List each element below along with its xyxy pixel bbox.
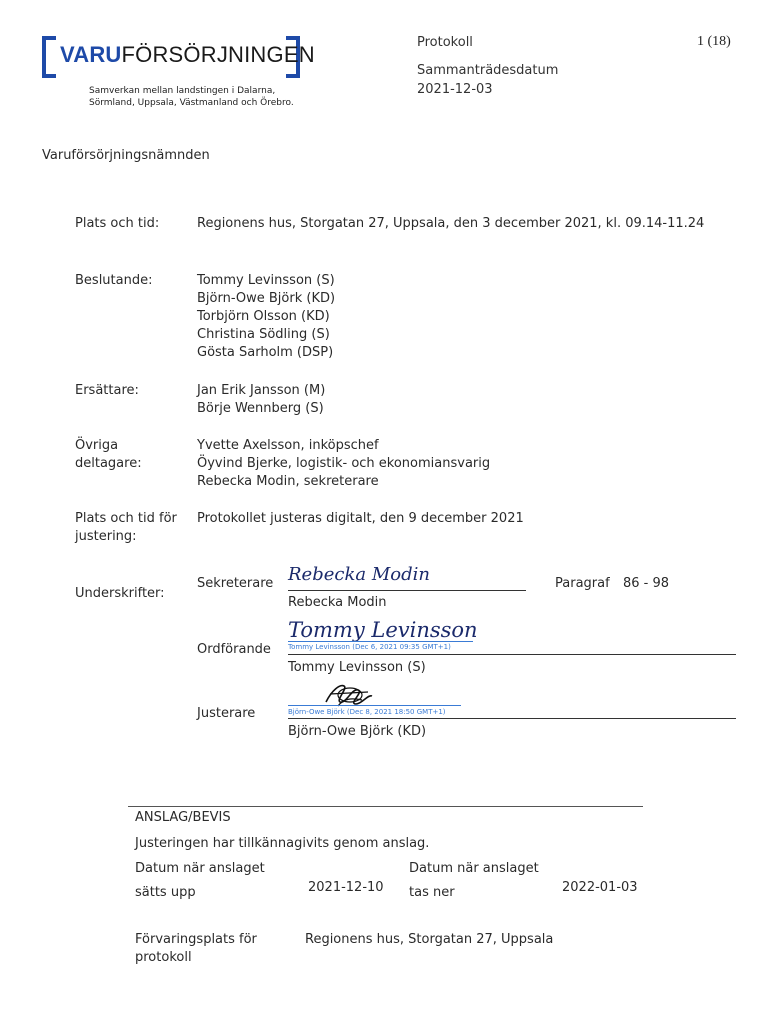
chair-signature-line [288, 654, 736, 655]
notice-divider [128, 806, 643, 807]
chair-signature: Tommy Levinsson [288, 618, 478, 642]
adjuster-name: Björn-Owe Björk (KD) [288, 724, 427, 739]
adjuster-signature-field [288, 705, 461, 706]
logo-wordmark: VARUFÖRSÖRJNINGEN [60, 42, 315, 67]
page-number: 1 (18) [697, 34, 731, 49]
notice-statement: Justeringen har tillkännagivits genom anslag. [135, 836, 430, 851]
other-participant-item: Yvette Axelsson, inköpschef [197, 438, 379, 453]
decider-item: Christina Södling (S) [197, 327, 330, 342]
meeting-date-label: Sammanträdesdatum [417, 63, 559, 78]
chair-name: Tommy Levinsson (S) [288, 660, 426, 675]
secretary-name: Rebecka Modin [288, 595, 387, 610]
other-participant-item: Rebecka Modin, sekreterare [197, 474, 379, 489]
others-label: Övriga deltagare: [75, 438, 142, 471]
secretary-role: Sekreterare [197, 576, 274, 591]
storage-value: Regionens hus, Storgatan 27, Uppsala [305, 932, 554, 947]
signatures-label: Underskrifter: [75, 586, 165, 601]
chair-role: Ordförande [197, 642, 271, 657]
chair-signature-meta: Tommy Levinsson (Dec 6, 2021 09:35 GMT+1) [288, 643, 451, 651]
logo [42, 32, 315, 112]
storage-label: Förvaringsplats för protokoll [135, 932, 257, 965]
substitute-item: Jan Erik Jansson (M) [197, 383, 326, 398]
posted-date-value: 2021-12-10 [308, 880, 384, 895]
paragraph-value: 86 - 98 [623, 576, 670, 591]
adjuster-signature-meta: Björn-Owe Björk (Dec 8, 2021 18:50 GMT+1) [288, 708, 446, 716]
deciders-label: Beslutande: [75, 273, 153, 288]
substitute-item: Börje Wennberg (S) [197, 401, 324, 416]
other-participant-item: Öyvind Bjerke, logistik- och ekonomiansvarig [197, 456, 491, 471]
decider-item: Torbjörn Olsson (KD) [197, 309, 330, 324]
adjustment-value: Protokollet justeras digitalt, den 9 december 2021 [197, 511, 524, 526]
substitutes-label: Ersättare: [75, 383, 139, 398]
document-type: Protokoll [417, 35, 473, 50]
meeting-date-value: 2021-12-03 [417, 82, 493, 97]
adjuster-signature-line [288, 718, 736, 719]
place-time-value: Regionens hus, Storgatan 27, Uppsala, den 3 december 2021, kl. 09.14-11.24 [197, 216, 705, 231]
removed-date-label: Datum när anslaget tas ner [409, 861, 539, 900]
paragraph-label: Paragraf [555, 576, 610, 591]
chair-signature-field [288, 641, 473, 642]
decider-item: Tommy Levinsson (S) [197, 273, 335, 288]
others-list [197, 437, 490, 491]
substitutes-list [197, 382, 325, 418]
logo-subtitle: Samverkan mellan landstingen i Dalarna, Sörmland, Uppsala, Västmanland och Örebro. [89, 86, 294, 108]
secretary-signature-line [288, 590, 526, 591]
place-time-label: Plats och tid: [75, 216, 160, 231]
removed-date-value: 2022-01-03 [562, 880, 638, 895]
adjuster-role: Justerare [197, 706, 256, 721]
adjustment-label: Plats och tid för justering: [75, 511, 177, 544]
deciders-list [197, 272, 335, 362]
committee-name: Varuförsörjningsnämnden [42, 148, 210, 163]
decider-item: Björn-Owe Björk (KD) [197, 291, 336, 306]
decider-item: Gösta Sarholm (DSP) [197, 345, 334, 360]
notice-title: ANSLAG/BEVIS [135, 810, 231, 825]
secretary-signature: Rebecka Modin [288, 564, 430, 585]
posted-date-label: Datum när anslaget sätts upp [135, 861, 265, 900]
